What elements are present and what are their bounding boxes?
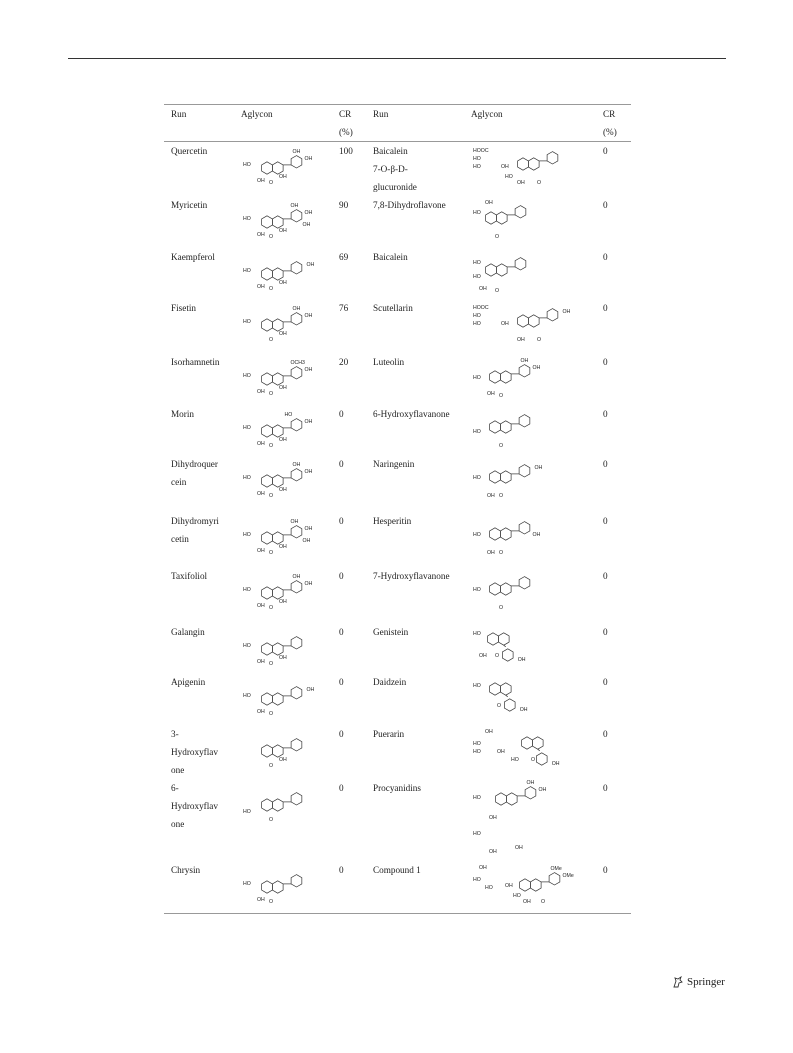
svg-text:HO: HO	[473, 321, 481, 327]
cr-value-left: 0	[339, 729, 344, 739]
table-row	[164, 405, 631, 455]
cr-value-right: 0	[603, 516, 608, 526]
svg-text:OH: OH	[517, 337, 525, 343]
svg-text:OH: OH	[479, 653, 487, 659]
svg-text:O: O	[269, 605, 274, 611]
table-row	[164, 248, 631, 299]
table-row	[164, 512, 631, 567]
svg-text:OH: OH	[505, 883, 513, 889]
svg-text:OH: OH	[532, 364, 541, 371]
cr-value-right: 0	[603, 677, 608, 687]
svg-text:OH: OH	[257, 603, 265, 609]
aglycon-structure-left	[241, 673, 339, 725]
cr-value-left: 0	[339, 459, 344, 469]
svg-text:HO: HO	[473, 429, 481, 435]
svg-text:OH: OH	[304, 155, 313, 162]
svg-text:OH: OH	[538, 786, 547, 793]
svg-text:O: O	[269, 550, 274, 556]
run-name-right: 7-Hydroxyflavanone	[373, 571, 450, 581]
svg-text:OH: OH	[497, 749, 505, 755]
table-row	[164, 567, 631, 623]
svg-text:HO: HO	[243, 881, 251, 887]
run-name-right: Baicalein	[373, 252, 408, 262]
svg-text:O: O	[497, 703, 502, 709]
svg-text:OH: OH	[257, 709, 265, 715]
cr-value-left: 69	[339, 252, 349, 262]
svg-text:OH: OH	[304, 580, 313, 587]
aglycon-structure-right	[471, 725, 603, 779]
svg-text:OH: OH	[257, 548, 265, 554]
table-row	[164, 779, 631, 861]
cr-value-left: 0	[339, 627, 344, 637]
svg-text:O: O	[531, 757, 536, 763]
svg-text:HOOC: HOOC	[473, 305, 489, 311]
svg-text:HO: HO	[505, 174, 513, 180]
run-name-right: Genistein	[373, 627, 409, 637]
header-cr-left: CR (%)	[339, 109, 353, 137]
table-header-row	[164, 105, 631, 142]
svg-text:OH: OH	[292, 148, 301, 155]
svg-text:OH: OH	[487, 493, 495, 499]
table-row	[164, 673, 631, 725]
header-cr-right: CR (%)	[603, 109, 617, 137]
svg-text:OH: OH	[304, 468, 313, 475]
svg-text:OH: OH	[304, 366, 313, 373]
svg-text:OH: OH	[257, 491, 265, 497]
svg-text:HO: HO	[243, 532, 251, 538]
svg-text:HO: HO	[473, 532, 481, 538]
run-name-left: 3- Hydroxyflav one	[171, 729, 218, 775]
svg-text:OMe: OMe	[562, 872, 574, 879]
cr-value-right: 0	[603, 783, 608, 793]
aglycon-structure-right	[471, 353, 603, 405]
svg-text:HO: HO	[243, 373, 251, 379]
table-row	[164, 623, 631, 673]
svg-text:OH: OH	[485, 729, 493, 735]
svg-text:HO: HO	[243, 643, 251, 649]
svg-text:O: O	[269, 493, 274, 499]
svg-text:OH: OH	[302, 537, 311, 544]
run-name-right: Compound 1	[373, 865, 421, 875]
svg-text:OH: OH	[532, 531, 541, 538]
run-name-right: Luteolin	[373, 357, 405, 367]
svg-text:HO: HO	[513, 893, 521, 899]
svg-text:OH: OH	[517, 657, 526, 663]
svg-text:HO: HO	[473, 260, 481, 266]
aglycon-structure-right	[471, 196, 603, 248]
aglycon-structure-left	[241, 248, 339, 299]
svg-text:OH: OH	[279, 174, 287, 180]
run-name-left: Morin	[171, 409, 194, 419]
run-name-left: Myricetin	[171, 200, 208, 210]
svg-text:OH: OH	[487, 391, 495, 397]
springer-horse-icon	[672, 976, 684, 988]
svg-text:OH: OH	[501, 321, 509, 327]
cr-value-right: 0	[603, 146, 608, 156]
svg-text:O: O	[499, 393, 504, 399]
svg-text:OH: OH	[290, 202, 299, 209]
aglycon-structure-right	[471, 567, 603, 623]
svg-text:O: O	[499, 550, 504, 556]
table-row	[164, 725, 631, 779]
top-rule	[68, 58, 726, 59]
run-name-left: Chrysin	[171, 865, 201, 875]
svg-text:HO: HO	[473, 274, 481, 280]
aglycon-structure-right	[471, 405, 603, 455]
aglycon-structure-left	[241, 142, 339, 197]
aglycon-structure-left	[241, 353, 339, 405]
svg-text:OH: OH	[485, 200, 493, 206]
svg-text:OH: OH	[279, 385, 287, 391]
aglycon-structure-left	[241, 725, 339, 779]
svg-text:OH: OH	[257, 659, 265, 665]
header-run-left: Run	[171, 109, 187, 119]
svg-text:OH: OH	[562, 308, 571, 315]
svg-text:OH: OH	[520, 357, 529, 364]
aglycon-structure-left	[241, 567, 339, 623]
svg-text:O: O	[537, 180, 542, 186]
run-name-left: Dihydroquer cein	[171, 459, 218, 487]
svg-text:HO: HO	[473, 313, 481, 319]
aglycon-structure-left	[241, 455, 339, 512]
run-name-left: Fisetin	[171, 303, 197, 313]
cr-value-left: 100	[339, 146, 353, 156]
svg-text:OMe: OMe	[550, 865, 562, 872]
svg-text:HO: HO	[243, 319, 251, 325]
svg-text:OH: OH	[292, 573, 301, 580]
svg-text:HO: HO	[473, 741, 481, 747]
cr-value-left: 0	[339, 677, 344, 687]
svg-text:OH: OH	[526, 779, 535, 786]
svg-text:OH: OH	[517, 180, 525, 186]
svg-text:OH: OH	[279, 655, 287, 661]
cr-value-left: 0	[339, 783, 344, 793]
run-name-right: Daidzein	[373, 677, 407, 687]
cr-value-right: 0	[603, 571, 608, 581]
svg-text:O: O	[269, 443, 274, 449]
cr-value-left: 0	[339, 409, 344, 419]
svg-text:HO: HO	[473, 475, 481, 481]
cr-value-left: 0	[339, 516, 344, 526]
svg-text:O: O	[495, 288, 500, 294]
svg-text:OH: OH	[279, 544, 287, 550]
svg-text:O: O	[499, 605, 504, 611]
svg-text:O: O	[269, 711, 274, 717]
svg-text:OH: OH	[519, 707, 528, 713]
svg-text:OH: OH	[304, 418, 313, 425]
svg-text:OH: OH	[534, 464, 543, 471]
aglycon-structure-right	[471, 299, 603, 353]
svg-text:O: O	[269, 180, 274, 186]
svg-text:O: O	[269, 391, 274, 397]
run-name-right: Puerarin	[373, 729, 405, 739]
svg-text:HO: HO	[473, 375, 481, 381]
svg-text:OH: OH	[279, 757, 287, 763]
svg-text:HO: HO	[243, 425, 251, 431]
svg-text:HOOC: HOOC	[473, 148, 489, 154]
svg-text:OH: OH	[257, 897, 265, 903]
svg-text:OH: OH	[304, 525, 313, 532]
svg-text:HO: HO	[485, 885, 493, 891]
svg-text:O: O	[269, 899, 274, 905]
run-name-left: Taxifoliol	[171, 571, 208, 581]
svg-text:HO: HO	[473, 831, 481, 837]
run-name-right: Scutellarin	[373, 303, 413, 313]
aglycon-structure-right	[471, 455, 603, 512]
svg-text:HO: HO	[243, 809, 251, 815]
svg-text:HO: HO	[473, 877, 481, 883]
svg-text:OH: OH	[257, 232, 265, 238]
svg-text:OH: OH	[279, 331, 287, 337]
svg-text:OH: OH	[279, 437, 287, 443]
cr-value-right: 0	[603, 200, 608, 210]
svg-text:HO: HO	[473, 749, 481, 755]
svg-text:HO: HO	[511, 757, 519, 763]
aglycon-structure-right	[471, 142, 603, 197]
svg-text:O: O	[269, 337, 274, 343]
aglycon-structure-right	[471, 673, 603, 725]
aglycon-structure-right	[471, 623, 603, 673]
svg-text:HO: HO	[473, 210, 481, 216]
svg-text:HO: HO	[473, 795, 481, 801]
svg-text:OH: OH	[306, 261, 315, 268]
cr-value-right: 0	[603, 627, 608, 637]
run-name-right: Naringenin	[373, 459, 415, 469]
cr-value-right: 0	[603, 252, 608, 262]
svg-text:O: O	[537, 337, 542, 343]
svg-text:O: O	[495, 653, 500, 659]
header-aglycon-left: Aglycon	[241, 109, 273, 119]
svg-text:O: O	[495, 234, 500, 240]
table-row	[164, 196, 631, 248]
header-run-right: Run	[373, 109, 389, 119]
run-name-right: Procyanidins	[373, 783, 421, 793]
cr-value-left: 0	[339, 571, 344, 581]
run-name-left: Galangin	[171, 627, 205, 637]
svg-text:OH: OH	[487, 550, 495, 556]
cr-value-right: 0	[603, 409, 608, 419]
run-name-left: Kaempferol	[171, 252, 215, 262]
svg-text:HO: HO	[243, 475, 251, 481]
svg-text:OH: OH	[479, 286, 487, 292]
svg-text:O: O	[499, 493, 504, 499]
cr-value-right: 0	[603, 357, 608, 367]
svg-text:OH: OH	[279, 280, 287, 286]
aglycon-structure-left	[241, 512, 339, 567]
svg-text:OH: OH	[279, 228, 287, 234]
svg-text:HO: HO	[284, 411, 293, 418]
cr-value-left: 0	[339, 865, 344, 875]
table-row	[164, 353, 631, 405]
run-name-left: Apigenin	[171, 677, 206, 687]
svg-text:OH: OH	[304, 209, 313, 216]
table-row	[164, 142, 631, 197]
svg-text:HO: HO	[243, 693, 251, 699]
svg-text:O: O	[269, 817, 274, 823]
cr-value-left: 20	[339, 357, 349, 367]
aglycon-structure-right	[471, 779, 603, 861]
table-row	[164, 455, 631, 512]
svg-text:OH: OH	[257, 284, 265, 290]
svg-text:OH: OH	[489, 849, 497, 855]
cr-value-right: 0	[603, 303, 608, 313]
svg-text:OH: OH	[489, 815, 497, 821]
svg-text:O: O	[499, 443, 504, 449]
svg-text:HO: HO	[473, 683, 481, 689]
aglycon-structure-left	[241, 196, 339, 248]
springer-footer	[672, 976, 725, 988]
svg-text:OH: OH	[292, 461, 301, 468]
run-name-right: 7,8-Dihydroflavone	[373, 200, 446, 210]
header-aglycon-right: Aglycon	[471, 109, 503, 119]
table-row	[164, 861, 631, 913]
run-name-left: Dihydromyri cetin	[171, 516, 219, 544]
svg-text:OH: OH	[304, 312, 313, 319]
svg-text:OH: OH	[257, 178, 265, 184]
run-name-left: 6- Hydroxyflav one	[171, 783, 218, 829]
svg-text:HO: HO	[473, 164, 481, 170]
cr-value-left: 76	[339, 303, 349, 313]
run-name-left: Isorhamnetin	[171, 357, 220, 367]
aglycon-structure-right	[471, 248, 603, 299]
svg-text:HO: HO	[473, 631, 481, 637]
svg-text:HO: HO	[243, 216, 251, 222]
svg-text:OH: OH	[279, 599, 287, 605]
aglycon-structure-left	[241, 861, 339, 913]
svg-text:OCH3: OCH3	[290, 359, 305, 366]
cross-reactivity-table	[164, 104, 631, 914]
svg-text:OH: OH	[279, 487, 287, 493]
cr-value-right: 0	[603, 865, 608, 875]
svg-text:OH: OH	[257, 389, 265, 395]
run-name-right: 6-Hydroxyflavanone	[373, 409, 450, 419]
svg-text:O: O	[269, 661, 274, 667]
svg-text:O: O	[541, 899, 546, 905]
aglycon-structure-left	[241, 623, 339, 673]
cr-value-left: 90	[339, 200, 349, 210]
svg-text:HO: HO	[473, 156, 481, 162]
svg-text:O: O	[269, 763, 274, 769]
svg-text:OH: OH	[290, 518, 299, 525]
springer-logo-text: Springer	[687, 976, 725, 988]
svg-text:OH: OH	[523, 899, 531, 905]
run-name-right: Baicalein 7-O-β-D- glucuronide	[373, 146, 417, 192]
svg-text:OH: OH	[292, 305, 301, 312]
svg-text:OH: OH	[501, 164, 509, 170]
svg-text:OH: OH	[551, 761, 560, 767]
aglycon-structure-left	[241, 779, 339, 861]
run-name-left: Quercetin	[171, 146, 208, 156]
table-body	[164, 142, 631, 914]
aglycon-structure-right	[471, 512, 603, 567]
svg-text:OH: OH	[515, 845, 523, 851]
aglycon-structure-left	[241, 405, 339, 455]
svg-text:O: O	[269, 286, 274, 292]
svg-text:O: O	[269, 234, 274, 240]
svg-text:HO: HO	[243, 162, 251, 168]
svg-text:HO: HO	[243, 587, 251, 593]
svg-text:OH: OH	[257, 441, 265, 447]
svg-text:OH: OH	[306, 686, 315, 693]
run-name-right: Hesperitin	[373, 516, 412, 526]
cr-value-right: 0	[603, 729, 608, 739]
aglycon-structure-left	[241, 299, 339, 353]
svg-text:HO: HO	[473, 587, 481, 593]
aglycon-structure-right	[471, 861, 603, 913]
svg-text:HO: HO	[243, 268, 251, 274]
table-row	[164, 299, 631, 353]
cr-value-right: 0	[603, 459, 608, 469]
svg-text:OH: OH	[302, 221, 311, 228]
svg-text:OH: OH	[479, 865, 487, 871]
